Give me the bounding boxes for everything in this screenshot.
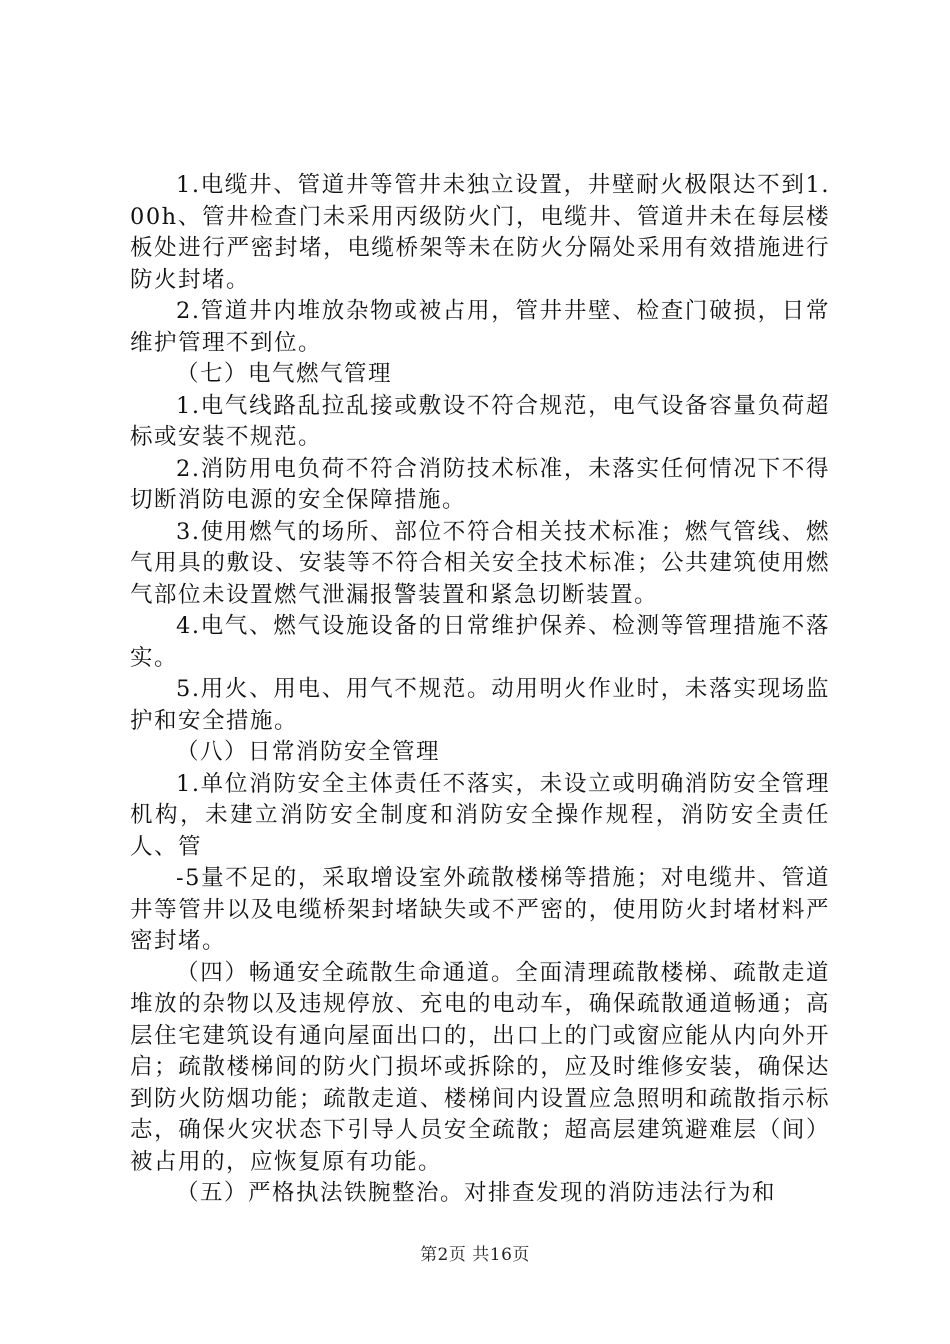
section-heading-electric-gas: （七）电气燃气管理 (176, 361, 393, 387)
document-body (130, 170, 830, 1210)
page-footer: 第2页 共16页 (420, 1245, 530, 1265)
paragraph-item-electric-1: 1.电气线路乱拉乱接或敷设不符合规范，电气设备容量负荷超标或安装不规范。 (130, 392, 830, 450)
section-heading-daily-safety: （八）日常消防安全管理 (176, 739, 441, 765)
paragraph-item-electric-2: 2.消防用电负荷不符合消防技术标准，未落实任何情况下不得切断消防电源的安全保障措施。 (130, 455, 830, 513)
paragraph-item-electric-5: 5.用火、用电、用气不规范。动用明火作业时，未落实现场监护和安全措施。 (130, 676, 830, 734)
paragraph-item-electric-4: 4.电气、燃气设施设备的日常维护保养、检测等管理措施不落实。 (130, 613, 830, 671)
paragraph-item-1: 1.电缆井、管道井等管井未独立设置，井壁耐火极限达不到1.00h、管井检查门未采用丙级防火门，电缆井、管道井未在每层楼板处进行严密封堵，电缆桥架等未在防火分隔处采用有效措施进行防火封堵。 (130, 172, 830, 293)
paragraph-item-2: 2.管道井内堆放杂物或被占用，管井井壁、检查门破损，日常维护管理不到位。 (130, 298, 830, 356)
paragraph-evacuation: （四）畅通安全疏散生命通道。全面清理疏散楼梯、疏散走道堆放的杂物以及违规停放、充电的电动车，确保疏散通道畅通；高层住宅建筑设有通向屋面出口的，出口上的门或窗应能从内向外开启；疏散楼梯间的防火门损坏或拆除的，应及时维修安装，确保达到防火防烟功能；疏散走道、楼梯间内设置应急照明和疏散指示标志，确保火灾状态下引导人员安全疏散；超高层建筑避难层（间）被占用的，应恢复原有功能。 (130, 959, 830, 1175)
paragraph-item-electric-3: 3.使用燃气的场所、部位不符合相关技术标准；燃气管线、燃气用具的敷设、安装等不符合相关安全技术标准；公共建筑使用燃气部位未设置燃气泄漏报警装置和紧急切断装置。 (130, 518, 830, 608)
paragraph-fragment: -5量不足的，采取增设室外疏散楼梯等措施；对电缆井、管道井等管井以及电缆桥架封堵缺失或不严密的，使用防火封堵材料严密封堵。 (130, 865, 830, 954)
paragraph-enforcement: （五）严格执法铁腕整治。对排查发现的消防违法行为和 (176, 1180, 777, 1206)
paragraph-item-daily-1: 1.单位消防安全主体责任不落实，未设立或明确消防安全管理机构，未建立消防安全制度和消防安全操作规程，消防安全责任人、管 (130, 770, 830, 860)
